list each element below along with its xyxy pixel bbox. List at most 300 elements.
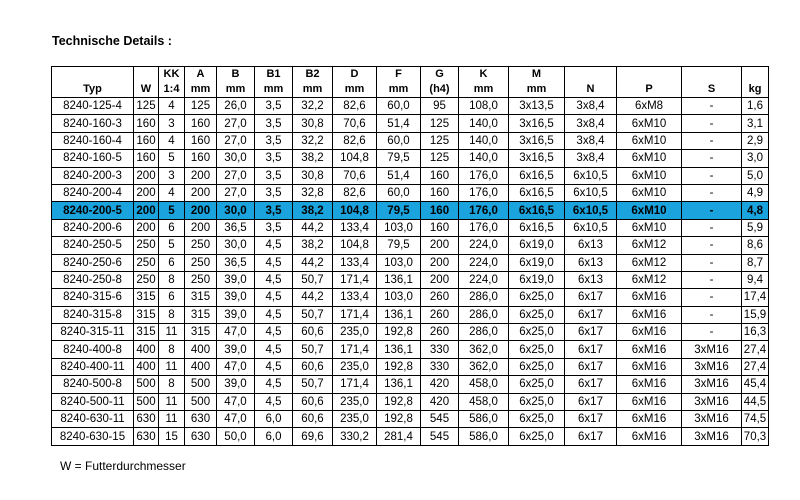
table-row xyxy=(52,358,769,375)
table-cell: 8240-630-15 xyxy=(52,428,134,445)
table-cell: 125 xyxy=(134,98,159,115)
table-cell: 26,0 xyxy=(217,98,255,115)
table-cell: 281,4 xyxy=(377,428,421,445)
table-cell: 8240-315-6 xyxy=(52,289,134,306)
table-cell: 103,0 xyxy=(377,289,421,306)
table-cell: 60,0 xyxy=(377,184,421,201)
table-cell: 6xM10 xyxy=(617,202,682,219)
table-cell: 260 xyxy=(421,289,459,306)
table-cell: 250 xyxy=(185,271,217,288)
table-cell: 60,6 xyxy=(293,411,333,428)
table-cell: 8240-400-8 xyxy=(52,341,134,358)
table-cell: 30,8 xyxy=(293,167,333,184)
table-cell: 39,0 xyxy=(217,376,255,393)
column-header: P xyxy=(617,82,682,98)
table-cell: 15 xyxy=(159,428,185,445)
table-cell: 586,0 xyxy=(459,411,509,428)
column-header: mm xyxy=(185,82,217,98)
table-cell: 500 xyxy=(185,393,217,410)
table-cell: 6 xyxy=(159,219,185,236)
table-cell: 6 xyxy=(159,289,185,306)
table-cell: 400 xyxy=(134,358,159,375)
table-body xyxy=(52,98,769,446)
table-row xyxy=(52,237,769,254)
table-cell: 82,6 xyxy=(333,132,377,149)
table-cell: 286,0 xyxy=(459,306,509,323)
table-cell: 6x25,0 xyxy=(509,341,565,358)
table-cell: 3xM16 xyxy=(682,393,742,410)
table-cell: 6x17 xyxy=(565,289,617,306)
table-cell: 6xM16 xyxy=(617,428,682,445)
table-cell: 250 xyxy=(185,254,217,271)
table-cell: 6x17 xyxy=(565,358,617,375)
table-cell: 6,0 xyxy=(255,428,293,445)
table-cell: 6xM10 xyxy=(617,132,682,149)
table-row xyxy=(52,254,769,271)
table-cell: 8 xyxy=(159,341,185,358)
column-header xyxy=(134,67,159,83)
table-cell: 630 xyxy=(134,411,159,428)
table-cell: 45,4 xyxy=(742,376,769,393)
table-cell: 50,7 xyxy=(293,306,333,323)
table-cell: 30,8 xyxy=(293,115,333,132)
table-cell: - xyxy=(682,167,742,184)
table-cell: 1,6 xyxy=(742,98,769,115)
table-cell: 6x10,5 xyxy=(565,167,617,184)
table-cell: 8240-200-3 xyxy=(52,167,134,184)
table-cell: 160 xyxy=(421,184,459,201)
table-cell: 286,0 xyxy=(459,324,509,341)
table-cell: 4,5 xyxy=(255,324,293,341)
table-cell: 50,7 xyxy=(293,341,333,358)
table-cell: 160 xyxy=(134,150,159,167)
table-cell: 6xM16 xyxy=(617,393,682,410)
table-cell: 171,4 xyxy=(333,306,377,323)
table-cell: 3xM16 xyxy=(682,411,742,428)
table-cell: 108,0 xyxy=(459,98,509,115)
table-cell: 50,7 xyxy=(293,376,333,393)
table-cell: 8240-200-5 xyxy=(52,202,134,219)
column-header xyxy=(742,67,769,83)
table-cell: 70,3 xyxy=(742,428,769,445)
table-cell: 6xM16 xyxy=(617,376,682,393)
table-cell: 286,0 xyxy=(459,289,509,306)
table-cell: 315 xyxy=(185,306,217,323)
table-cell: 160 xyxy=(421,167,459,184)
table-cell: - xyxy=(682,324,742,341)
table-cell: 420 xyxy=(421,393,459,410)
table-cell: 140,0 xyxy=(459,132,509,149)
table-cell: 224,0 xyxy=(459,237,509,254)
table-row xyxy=(52,184,769,201)
table-cell: 3x8,4 xyxy=(565,98,617,115)
column-header: Typ xyxy=(52,82,134,98)
table-cell: 420 xyxy=(421,376,459,393)
table-cell: 315 xyxy=(134,289,159,306)
table-cell: 8240-250-6 xyxy=(52,254,134,271)
table-row xyxy=(52,219,769,236)
table-cell: 6x17 xyxy=(565,411,617,428)
table-row xyxy=(52,324,769,341)
table-cell: 6x19,0 xyxy=(509,271,565,288)
table-cell: 3xM16 xyxy=(682,341,742,358)
table-cell: 79,5 xyxy=(377,237,421,254)
table-cell: 6xM16 xyxy=(617,324,682,341)
table-row xyxy=(52,393,769,410)
table-row-highlighted xyxy=(52,202,769,219)
table-cell: 4,5 xyxy=(255,306,293,323)
table-cell: 6x17 xyxy=(565,393,617,410)
table-cell: 6x17 xyxy=(565,376,617,393)
table-cell: 171,4 xyxy=(333,271,377,288)
table-cell: 9,4 xyxy=(742,271,769,288)
table-cell: 8240-500-8 xyxy=(52,376,134,393)
table-cell: 192,8 xyxy=(377,358,421,375)
table-cell: 8240-400-11 xyxy=(52,358,134,375)
table-cell: 160 xyxy=(134,132,159,149)
table-row xyxy=(52,428,769,445)
table-cell: - xyxy=(682,219,742,236)
column-header: A xyxy=(185,67,217,83)
table-cell: 6x17 xyxy=(565,428,617,445)
table-cell: - xyxy=(682,271,742,288)
table-cell: 200 xyxy=(185,202,217,219)
table-cell: 5 xyxy=(159,237,185,254)
table-cell: 36,5 xyxy=(217,219,255,236)
table-cell: 6x16,5 xyxy=(509,184,565,201)
table-cell: 8240-200-4 xyxy=(52,184,134,201)
table-cell: 362,0 xyxy=(459,358,509,375)
table-cell: 200 xyxy=(134,219,159,236)
table-cell: 160 xyxy=(421,219,459,236)
table-cell: 8240-200-6 xyxy=(52,219,134,236)
column-header: kg xyxy=(742,82,769,98)
table-cell: 330,2 xyxy=(333,428,377,445)
table-cell: - xyxy=(682,150,742,167)
table-cell: 74,5 xyxy=(742,411,769,428)
table-cell: 50,7 xyxy=(293,271,333,288)
table-cell: 60,0 xyxy=(377,98,421,115)
table-cell: 6x25,0 xyxy=(509,358,565,375)
table-cell: 8,6 xyxy=(742,237,769,254)
table-cell: 500 xyxy=(185,376,217,393)
table-cell: 8240-160-5 xyxy=(52,150,134,167)
footnote: W = Futterdurchmesser xyxy=(60,459,186,473)
table-cell: 545 xyxy=(421,411,459,428)
table-cell: 500 xyxy=(134,393,159,410)
table-cell: 400 xyxy=(185,358,217,375)
table-cell: 260 xyxy=(421,306,459,323)
table-cell: 362,0 xyxy=(459,341,509,358)
table-cell: 8 xyxy=(159,306,185,323)
table-cell: 51,4 xyxy=(377,167,421,184)
column-header: (h4) xyxy=(421,82,459,98)
table-cell: 44,2 xyxy=(293,254,333,271)
table-cell: 32,2 xyxy=(293,132,333,149)
table-cell: 224,0 xyxy=(459,271,509,288)
table-cell: 330 xyxy=(421,341,459,358)
table-cell: 6xM10 xyxy=(617,167,682,184)
table-cell: 50,0 xyxy=(217,428,255,445)
table-cell: 103,0 xyxy=(377,219,421,236)
table-cell: - xyxy=(682,132,742,149)
table-cell: 36,5 xyxy=(217,254,255,271)
table-row xyxy=(52,306,769,323)
table-cell: 500 xyxy=(134,376,159,393)
table-row xyxy=(52,376,769,393)
table-cell: 545 xyxy=(421,428,459,445)
table-row xyxy=(52,271,769,288)
table-cell: 235,0 xyxy=(333,358,377,375)
table-cell: 60,6 xyxy=(293,358,333,375)
table-cell: 250 xyxy=(185,237,217,254)
table-cell: 60,0 xyxy=(377,132,421,149)
table-row xyxy=(52,115,769,132)
table-cell: 235,0 xyxy=(333,393,377,410)
table-cell: 6x25,0 xyxy=(509,289,565,306)
table-cell: 176,0 xyxy=(459,167,509,184)
table-cell: 630 xyxy=(185,411,217,428)
column-header: mm xyxy=(377,82,421,98)
table-cell: 6xM10 xyxy=(617,184,682,201)
page-title: Technische Details : xyxy=(52,34,172,48)
table-cell: 38,2 xyxy=(293,202,333,219)
table-cell: 6x25,0 xyxy=(509,306,565,323)
table-cell: 6xM16 xyxy=(617,411,682,428)
table-cell: 104,8 xyxy=(333,237,377,254)
table-cell: 47,0 xyxy=(217,411,255,428)
table-cell: 15,9 xyxy=(742,306,769,323)
table-cell: 103,0 xyxy=(377,254,421,271)
table-cell: 82,6 xyxy=(333,184,377,201)
table-cell: 458,0 xyxy=(459,393,509,410)
table-cell: - xyxy=(682,202,742,219)
table-cell: 6x25,0 xyxy=(509,428,565,445)
table-cell: 6xM8 xyxy=(617,98,682,115)
column-header: G xyxy=(421,67,459,83)
table-cell: 6xM16 xyxy=(617,306,682,323)
table-cell: 11 xyxy=(159,324,185,341)
table-cell: 6x10,5 xyxy=(565,184,617,201)
table-cell: 70,6 xyxy=(333,115,377,132)
table-cell: 3 xyxy=(159,115,185,132)
table-cell: 3,5 xyxy=(255,202,293,219)
table-cell: 171,4 xyxy=(333,376,377,393)
table-cell: 6x17 xyxy=(565,306,617,323)
table-cell: 6xM16 xyxy=(617,289,682,306)
column-header: W xyxy=(134,82,159,98)
column-header: M xyxy=(509,67,565,83)
table-cell: 47,0 xyxy=(217,393,255,410)
table-cell: 3xM16 xyxy=(682,376,742,393)
table-cell: 200 xyxy=(134,202,159,219)
table-cell: 136,1 xyxy=(377,271,421,288)
table-cell: 38,2 xyxy=(293,237,333,254)
column-header: mm xyxy=(217,82,255,98)
table-cell: 200 xyxy=(134,167,159,184)
table-cell: 11 xyxy=(159,411,185,428)
table-cell: 39,0 xyxy=(217,341,255,358)
table-cell: 47,0 xyxy=(217,358,255,375)
table-cell: 27,0 xyxy=(217,132,255,149)
table-cell: 176,0 xyxy=(459,184,509,201)
table-cell: 330 xyxy=(421,358,459,375)
table-cell: 5 xyxy=(159,150,185,167)
table-cell: 140,0 xyxy=(459,115,509,132)
table-cell: 6x16,5 xyxy=(509,219,565,236)
table-cell: 5,0 xyxy=(742,167,769,184)
table-cell: 2,9 xyxy=(742,132,769,149)
table-cell: 315 xyxy=(134,306,159,323)
table-cell: - xyxy=(682,289,742,306)
table-cell: 4,9 xyxy=(742,184,769,201)
table-cell: 38,2 xyxy=(293,150,333,167)
table-cell: 6x25,0 xyxy=(509,393,565,410)
table-cell: 3,5 xyxy=(255,132,293,149)
table-cell: 27,0 xyxy=(217,115,255,132)
table-cell: 3,5 xyxy=(255,150,293,167)
table-cell: 6xM12 xyxy=(617,254,682,271)
table-cell: 6x19,0 xyxy=(509,237,565,254)
column-header: mm xyxy=(509,82,565,98)
table-cell: 200 xyxy=(421,271,459,288)
table-cell: 60,6 xyxy=(293,393,333,410)
table-cell: 6x17 xyxy=(565,324,617,341)
table-cell: 586,0 xyxy=(459,428,509,445)
table-cell: 104,8 xyxy=(333,150,377,167)
table-cell: 160 xyxy=(185,132,217,149)
table-cell: 192,8 xyxy=(377,324,421,341)
table-cell: 200 xyxy=(185,219,217,236)
table-cell: 79,5 xyxy=(377,150,421,167)
table-cell: 51,4 xyxy=(377,115,421,132)
table-cell: 6xM12 xyxy=(617,237,682,254)
table-cell: 3,1 xyxy=(742,115,769,132)
column-header xyxy=(565,67,617,83)
table-cell: 4,5 xyxy=(255,376,293,393)
table-cell: 6,0 xyxy=(255,411,293,428)
table-cell: 235,0 xyxy=(333,411,377,428)
table-cell: 11 xyxy=(159,393,185,410)
table-cell: 70,6 xyxy=(333,167,377,184)
table-cell: 16,3 xyxy=(742,324,769,341)
table-cell: 44,2 xyxy=(293,219,333,236)
table-cell: 95 xyxy=(421,98,459,115)
table-cell: 6xM10 xyxy=(617,115,682,132)
table-cell: 6x25,0 xyxy=(509,411,565,428)
table-cell: 136,1 xyxy=(377,341,421,358)
table-cell: 200 xyxy=(185,184,217,201)
table-cell: 30,0 xyxy=(217,202,255,219)
table-cell: 4,5 xyxy=(255,393,293,410)
table-row xyxy=(52,98,769,115)
table-cell: 250 xyxy=(134,271,159,288)
table-cell: 235,0 xyxy=(333,324,377,341)
table-cell: 8240-500-11 xyxy=(52,393,134,410)
table-cell: - xyxy=(682,115,742,132)
table-cell: 6xM10 xyxy=(617,219,682,236)
table-cell: 200 xyxy=(421,237,459,254)
table-cell: 315 xyxy=(185,324,217,341)
table-cell: 200 xyxy=(185,167,217,184)
table-cell: 4,5 xyxy=(255,254,293,271)
table-cell: 224,0 xyxy=(459,254,509,271)
table-cell: 3x16,5 xyxy=(509,115,565,132)
column-header: B1 xyxy=(255,67,293,83)
table-cell: 133,4 xyxy=(333,219,377,236)
table-cell: 30,0 xyxy=(217,150,255,167)
table-cell: 39,0 xyxy=(217,289,255,306)
table-cell: 8240-160-4 xyxy=(52,132,134,149)
table-cell: - xyxy=(682,254,742,271)
table-cell: 4,5 xyxy=(255,289,293,306)
table-row xyxy=(52,289,769,306)
table-cell: 458,0 xyxy=(459,376,509,393)
table-cell: 44,5 xyxy=(742,393,769,410)
table-cell: 125 xyxy=(185,98,217,115)
table-cell: 3,5 xyxy=(255,219,293,236)
table-cell: 400 xyxy=(185,341,217,358)
table-cell: 44,2 xyxy=(293,289,333,306)
table-cell: 8,7 xyxy=(742,254,769,271)
table-cell: 69,6 xyxy=(293,428,333,445)
table-cell: 125 xyxy=(421,150,459,167)
column-header: K xyxy=(459,67,509,83)
table-cell: 3,5 xyxy=(255,184,293,201)
table-cell: 30,0 xyxy=(217,237,255,254)
table-cell: 3xM16 xyxy=(682,358,742,375)
table-cell: 171,4 xyxy=(333,341,377,358)
table-cell: 3x16,5 xyxy=(509,150,565,167)
column-header: KK xyxy=(159,67,185,83)
table-cell: 160 xyxy=(421,202,459,219)
table-cell: 39,0 xyxy=(217,306,255,323)
table-cell: 3x8,4 xyxy=(565,150,617,167)
column-header: B xyxy=(217,67,255,83)
table-cell: - xyxy=(682,237,742,254)
table-row xyxy=(52,411,769,428)
table-cell: 32,2 xyxy=(293,98,333,115)
table-cell: 6x10,5 xyxy=(565,219,617,236)
table-cell: 8240-630-11 xyxy=(52,411,134,428)
table-cell: 11 xyxy=(159,358,185,375)
table-cell: 125 xyxy=(421,132,459,149)
column-header: N xyxy=(565,82,617,98)
column-header: D xyxy=(333,67,377,83)
table-cell: - xyxy=(682,98,742,115)
table-cell: 176,0 xyxy=(459,202,509,219)
table-cell: 4,5 xyxy=(255,237,293,254)
table-row xyxy=(52,150,769,167)
table-cell: 6xM12 xyxy=(617,271,682,288)
table-cell: 250 xyxy=(134,254,159,271)
column-header: S xyxy=(682,82,742,98)
table-cell: 4 xyxy=(159,98,185,115)
table-cell: 315 xyxy=(185,289,217,306)
table-cell: 6x10,5 xyxy=(565,202,617,219)
table-cell: 160 xyxy=(134,115,159,132)
column-header: 1:4 xyxy=(159,82,185,98)
table-cell: 27,0 xyxy=(217,184,255,201)
table-cell: 4,8 xyxy=(742,202,769,219)
table-cell: 6x19,0 xyxy=(509,254,565,271)
table-cell: 5,9 xyxy=(742,219,769,236)
table-cell: - xyxy=(682,306,742,323)
table-cell: 79,5 xyxy=(377,202,421,219)
table-cell: 6x17 xyxy=(565,341,617,358)
table-cell: 8240-250-8 xyxy=(52,271,134,288)
table-cell: 400 xyxy=(134,341,159,358)
